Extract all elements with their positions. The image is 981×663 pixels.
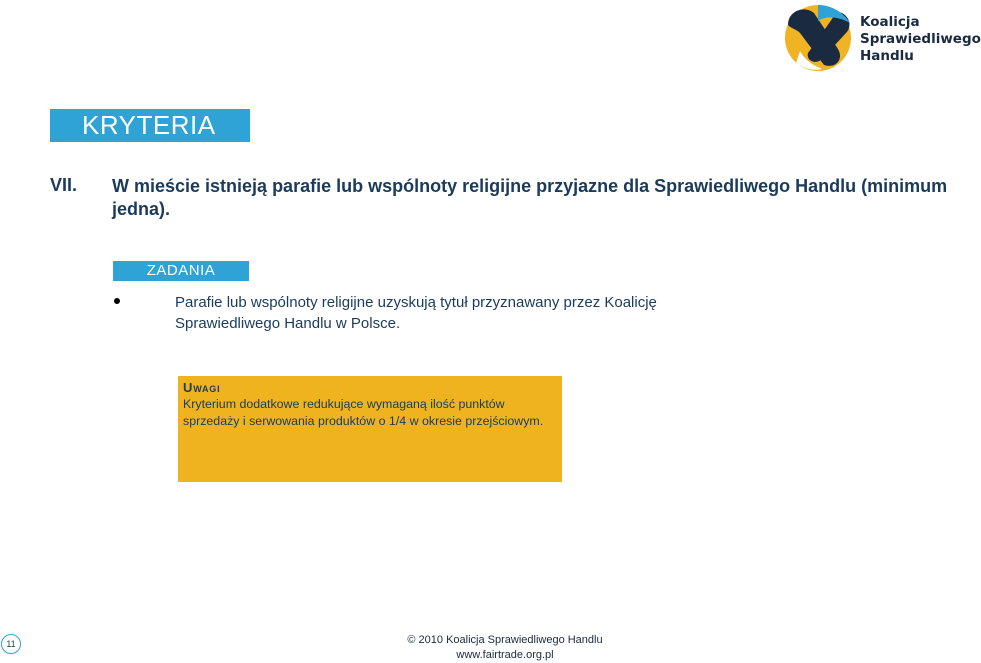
notes-title: Uwagi: [183, 380, 221, 395]
logo-line-3: Handlu: [860, 48, 914, 64]
notes-text: Kryterium dodatkowe redukujące wymaganą ilość punktów sprzedaży i serwowania produktów o 1/4 w okresie przejściowym.: [183, 397, 544, 428]
logo-mark-icon: [780, 3, 856, 73]
footer-website: www.fairtrade.org.pl: [456, 649, 554, 661]
task-item: Parafie lub wspólnoty religijne uzyskują tytuł przyznawany przez Koalicję Sprawiedliwego Handlu w Polsce.: [175, 294, 657, 332]
section-title: KRYTERIA: [50, 109, 250, 142]
logo: [780, 3, 981, 73]
logo-line-1: Koalicja: [860, 14, 920, 30]
logo-text: [860, 14, 981, 65]
logo-line-2: Sprawiedliwego: [860, 31, 981, 47]
footer: [405, 633, 605, 663]
criterion-text: W mieście istnieją parafie lub wspólnoty religijne przyjazne dla Sprawiedliwego Handlu (minimum jedna).: [112, 176, 948, 219]
criterion-number: VII.: [50, 175, 78, 195]
tasks-title: ZADANIA: [113, 261, 249, 281]
notes-box: [178, 376, 562, 482]
bullet-icon: [114, 298, 120, 304]
page-number: 11: [1, 634, 21, 654]
footer-copyright: © 2010 Koalicja Sprawiedliwego Handlu: [407, 634, 603, 646]
